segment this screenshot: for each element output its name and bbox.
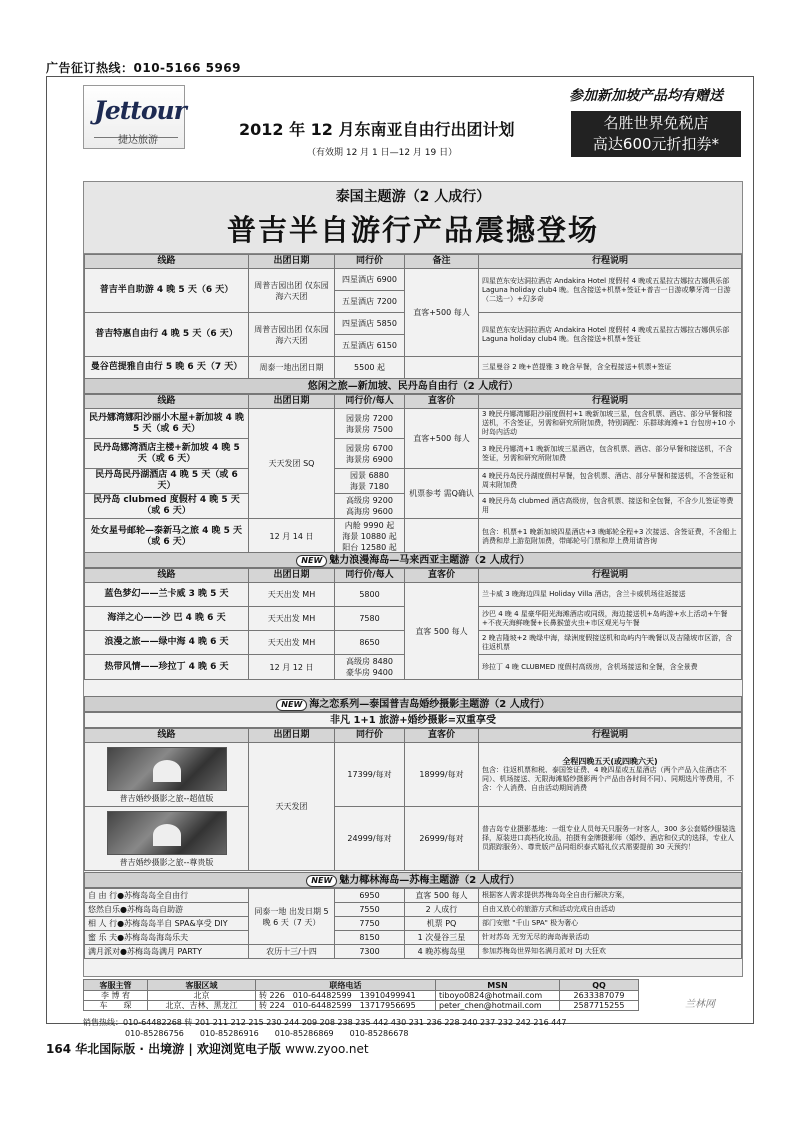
validity-period: （有效期 12 月 1 日—12 月 19 日） [307,148,458,158]
samui-section-bar [84,872,742,888]
mobile: 13717956695 [359,1001,416,1010]
route-name: 满月派对●苏梅岛岛满月 PARTY [85,945,249,959]
wedding-tagline: 非凡 1+1 旅游+婚纱摄影=双重享受 [84,712,742,728]
contact-phone [256,1001,436,1011]
price-line: 高级房 8480 [346,657,393,666]
route-name: 浪漫之旅——绿中海 4 晚 6 天 [85,631,249,655]
route-name: 悠然自乐●苏梅岛岛自助游 [85,903,249,917]
logo-subtitle: 捷达旅游 [118,135,158,146]
promo-coupon-box [571,111,741,157]
direct-price: 直客+500 每人 [405,409,479,469]
contact-name: 车 琛 [84,1001,148,1011]
price-line: 高海房 9600 [346,507,393,516]
price-cell: 7300 [335,945,405,959]
route-name: 民丹娜湾娜阳沙丽小木屋+新加坡 4 晚 5 天（或 6 天） [85,409,249,439]
ad-header [47,77,753,181]
price-cell: 7550 [335,903,405,917]
route-cell [85,743,249,807]
note-cell: 4 晚苏梅岛里 [405,945,479,959]
route-name: 普吉半自助游 4 晚 5 天（6 天） [85,269,249,313]
price-line: 海景房 7500 [346,424,393,434]
phone-ext: 转 224 010-64482599 [259,1001,352,1010]
phone-ext: 转 226 010-64482599 [259,991,352,1000]
price-cell: 24999/每对 [335,807,405,871]
direct-price: 机票参考 需Q确认 [405,469,479,519]
table-header: 行程说明 [479,255,742,269]
contact-phone [256,991,436,1001]
itinerary-desc: 3 晚民丹娜湾+1 晚新加坡三星酒店，包含机票、酒店、部分早餐和接送机，不含签证，另需和研究所附加费 [479,439,742,469]
price-cell [335,469,405,494]
depart-date: 天天出发 MH [249,583,335,607]
price-cell: 5500 起 [335,357,405,379]
table-header: 出团日期 [249,729,335,743]
page-title: 2012 年 12 月东南亚自由行出团计划 [239,120,515,139]
watermark-stamp: 兰林网 [685,999,715,1010]
table-header: 同行价 [335,255,405,269]
contact-name: 李 博 宥 [84,991,148,1001]
table-header: 出团日期 [249,395,335,409]
price-line: 园景房 6700 [346,443,393,453]
contact-qq: 2587715255 [560,1001,639,1011]
jettour-logo [83,85,185,149]
depart-date: 同泰一地 出发日期 5 晚 6 天（7 天） [249,889,335,945]
malaysia-title: 魅力浪漫海岛—马来西亚主题游（2 人成行） [329,555,530,566]
wedding-section-bar [84,696,742,712]
malaysia-section-bar [84,552,742,568]
itinerary-desc: 珍拉丁 4 晚 CLUBMED 度假村高级房，含机场接送和全餐，含全景费 [479,655,742,680]
price-line: 豪华房 9400 [346,668,393,677]
direct-price: 18999/每对 [405,743,479,807]
route-name: 民丹岛民丹湖酒店 4 晚 5 天（或 6 天） [85,469,249,494]
table-header: 出团日期 [249,569,335,583]
itinerary-desc: 4 晚民丹岛民丹湖度假村早餐，包含机票、酒店、部分早餐和接送机，不含签证和周末附加费 [479,469,742,494]
depart-date: 周泰一地出团日期 [249,357,335,379]
price-cell: 7750 [335,917,405,931]
route-cell [85,807,249,871]
contact-table [83,979,639,1011]
wedding-title: 海之恋系列—泰国普吉岛婚纱摄影主题游（2 人成行） [309,699,550,710]
route-name: 相 人 行●苏梅岛岛半自 SPA&享受 DIY [85,917,249,931]
price-cell [335,519,405,555]
table-header: 直客价 [405,729,479,743]
samui-table [84,888,742,959]
depart-date: 周普吉园出团 仅东园海六天团 [249,269,335,313]
malaysia-table [84,568,742,680]
price-cell: 四星酒店 6900 [335,269,405,291]
table-header: 行程说明 [479,395,742,409]
itinerary-desc: 根据客人需求提供苏梅岛岛全自由行解决方案， [479,889,742,903]
price-line: 内舱 9990 起 [344,521,395,530]
price-line: 海景 7180 [350,482,389,491]
itinerary-desc: 自由又放心的旅游方式和活动完成自由活动 [479,903,742,917]
page-footer [46,1040,369,1057]
samui-title: 魅力椰林海岛—苏梅主题游（2 人成行） [339,875,520,886]
price-cell [335,439,405,469]
mobile: 13910499941 [359,991,416,1000]
depart-date: 12 月 12 日 [249,655,335,680]
ad-hotline: 广告征订热线：010-5166 5969 [46,61,242,75]
thailand-subtitle: 泰国主题游（2 人成行） [335,189,491,205]
table-header: 客服区域 [148,980,256,991]
depart-date: 天天出发 MH [249,631,335,655]
price-line: 高级房 9200 [346,496,393,505]
depart-date: 农历十三/十四 [249,945,335,959]
itinerary-desc: 2 晚吉隆坡+2 晚绿中海，绿洲度假接送机和岛屿内午晚餐以及吉隆坡市区游，含往返机票 [479,631,742,655]
route-name: 民丹岛娜湾酒店主楼+新加坡 4 晚 5 天（或 6 天） [85,439,249,469]
contact-region: 北京、吉林、黑龙江 [148,1001,256,1011]
table-header: QQ [560,980,639,991]
itinerary-desc: 沙巴 4 晚 4 星豪华阳光海滩酒店或同级，海边接送机+岛屿游+水上活动+午餐+不夜天海鲜晚餐+长鼻猴萤火虫+市区观光与午餐 [479,607,742,631]
price-cell [335,655,405,680]
table-header: 联络电话 [256,980,436,991]
promo-line-1: 名胜世界免税店 [603,114,709,132]
table-header: 客服主管 [84,980,148,991]
wedding-photo [107,747,227,791]
new-tag: NEW [276,699,307,711]
table-header: 备注 [405,255,479,269]
table-header: 线路 [85,569,249,583]
footer-text: 164 华北国际版 · 出境游 | 欢迎浏览电子版 [46,1042,281,1056]
price-line: 园景 6880 [350,471,389,480]
note-cell: 直客+500 每人 [405,269,479,357]
wedding-photo [107,811,227,855]
route-name: 自 由 行●苏梅岛岛全自由行 [85,889,249,903]
contact-msn[interactable]: peter_chen@hotmail.com [436,1001,560,1011]
price-line: 园景房 7200 [346,413,393,423]
route-name: 民丹岛 clubmed 度假村 4 晚 5 天（或 6 天） [85,494,249,519]
price-cell: 17399/每对 [335,743,405,807]
price-cell: 5800 [335,583,405,607]
logo-text: Jettour [94,96,186,125]
itinerary-desc: 普吉岛专业摄影基地：一组专业人员每天只服务一对客人，300 多公套婚纱服装选择，原装进口高档化妆品，拍摄有金牌摄影师（婚纱、酒店和仪式的选择，专业人员跟踪服务）、尊贵版产品同组织泰式婚礼仪式需要提前 30 天预约！ [479,807,742,871]
itinerary-desc: 4 晚民丹岛 clubmed 酒店高级房，包含机票、接送和全包餐，不含少儿签证等费用 [479,494,742,519]
route-name: 蜜 乐 夫●苏梅岛岛海岛乐夫 [85,931,249,945]
note-cell [405,357,479,379]
route-name: 普吉婚纱摄影之旅--尊贵版 [119,858,214,867]
table-header: 线路 [85,729,249,743]
price-line: 海景房 6900 [346,454,393,464]
table-header: MSN [436,980,560,991]
thailand-table [84,254,742,379]
promo-line-2: 高达600元折扣券* [592,135,720,153]
singapore-table [84,394,742,555]
new-tag: NEW [296,555,327,567]
route-name: 曼谷芭提雅自由行 5 晚 6 天（7 天） [85,357,249,379]
promo-slogan: 参加新加坡产品均有赠送 [569,88,723,104]
table-header: 直客价 [405,569,479,583]
price-cell: 四星酒店 5850 [335,313,405,335]
itinerary-desc: 部门安慰 "千山 SPA" 极为奢心 [479,917,742,931]
note-cell: 直客 500 每人 [405,889,479,903]
theme-block [83,181,743,977]
itinerary-text: 包含：往返机票和税、泰国签证费、4 晚四星或五星酒店（两个产品入住酒店不同）、机场接送、无限海滩婚纱摄影两个产品由各时间不同）、同期选片等费用，不含：个人消费、自由活动期间消费 [482,765,734,792]
itinerary-desc: 三星曼谷 2 晚+芭提雅 3 晚含早餐，含全程接送+机票+签证 [479,357,742,379]
itinerary-desc: 包含：机票+1 晚新加坡四星酒店+3 晚邮轮全程+3 次接送、含签证费，不含船上消费和岸上游览附加费，带邮轮号门票和岸上费用请咨询 [479,519,742,555]
route-name: 处女星号邮轮—泰新马之旅 4 晚 5 天（或 6 天） [85,519,249,555]
table-header: 行程说明 [479,729,742,743]
contact-region: 北京 [148,991,256,1001]
price-cell: 8150 [335,931,405,945]
itinerary-desc: 兰卡威 3 晚海边四星 Holiday Villa 酒店，含兰卡威机场往返接送 [479,583,742,607]
contact-msn[interactable]: tiboyo0824@hotmail.com [436,991,560,1001]
footer-url[interactable]: www.zyoo.net [285,1042,369,1056]
sales-hotline [83,1017,703,1039]
itinerary-desc: 针对苏岛 无穷无尽的海岛海景活动 [479,931,742,945]
price-cell: 五星酒店 7200 [335,291,405,313]
route-name: 普吉婚纱摄影之旅--超值版 [119,794,214,803]
table-header: 同行价/每人 [335,569,405,583]
itinerary-desc [479,743,742,807]
table-header: 线路 [85,395,249,409]
wedding-table [84,728,742,871]
thailand-header [84,182,742,254]
depart-date: 12 月 14 日 [249,519,335,555]
itinerary-desc: 3 晚民丹娜湾娜阳沙丽度假村+1 晚新加坡三星，包含机票、酒店、部分早餐和接送机，不含签证，另需和研究所附加费，特别调配：乐群球海滩+1 台包房+10 小时岛内活动 [479,409,742,439]
itinerary-desc: 四星芭东安达洞拉酒店 Andakira Hotel 度假村 4 晚或五星拉古娜拉古娜俱乐部 Laguna holiday club4 晚。包含接送+机票+签证 [479,313,742,357]
direct-price: 26999/每对 [405,807,479,871]
depart-date: 周普吉园出团 仅东园海六天团 [249,313,335,357]
table-header: 行程说明 [479,569,742,583]
depart-date: 天天出发 MH [249,607,335,631]
price-cell: 6950 [335,889,405,903]
itinerary-desc: 参加苏梅岛世界知名满月派对 DJ 大狂欢 [479,945,742,959]
sales-line-2: 010-85286756 010-85286916 010-85286869 010-85286678 [125,1029,409,1038]
direct-price: 直客 500 每人 [405,583,479,680]
price-line: 海景 10880 起 [342,532,397,541]
table-header: 同行价/每人 [335,395,405,409]
new-tag: NEW [306,875,337,887]
route-name: 海洋之心——沙 巴 4 晚 6 天 [85,607,249,631]
itinerary-desc: 四星芭东安达洞拉酒店 Andakira Hotel 度假村 4 晚或五星拉古娜拉古娜俱乐部 Laguna holiday club4 晚。包含接送+机票+签证+普吉一日游或攀牙湾一日游（二选一）+幻多奇 [479,269,742,313]
table-header: 直客价 [405,395,479,409]
route-name: 蓝色梦幻——兰卡威 3 晚 5 天 [85,583,249,607]
table-header: 线路 [85,255,249,269]
direct-price [405,519,479,555]
note-cell: 机票 PQ [405,917,479,931]
price-cell [335,494,405,519]
price-cell: 8650 [335,631,405,655]
itinerary-title: 全程四晚五天(或四晚六天) [562,756,658,766]
table-header: 出团日期 [249,255,335,269]
route-name: 普吉特惠自由行 4 晚 5 天（6 天） [85,313,249,357]
price-cell: 7580 [335,607,405,631]
note-cell: 1 次曼谷三星 [405,931,479,945]
price-cell [335,409,405,439]
depart-date: 天天发团 [249,743,335,871]
price-cell: 五星酒店 6150 [335,335,405,357]
price-line: 阳台 12580 起 [342,543,397,552]
contact-qq: 2633387079 [560,991,639,1001]
singapore-section-bar: 悠闲之旅—新加坡、民丹岛自由行（2 人成行） [84,378,742,394]
table-header: 同行价 [335,729,405,743]
route-name: 热带风情——珍拉丁 4 晚 6 天 [85,655,249,680]
sales-line-1: 销售热线：010-64482268 转 201 211 212 215 230 244 209 208 238 235 442 430 231 236 228 240 237 232 242 216 447 [83,1018,567,1027]
note-cell: 2 人成行 [405,903,479,917]
thailand-headline: 普吉半自游行产品震撼登场 [226,213,599,247]
ad-frame [46,76,754,1038]
depart-date: 天天发团 SQ [249,409,335,519]
